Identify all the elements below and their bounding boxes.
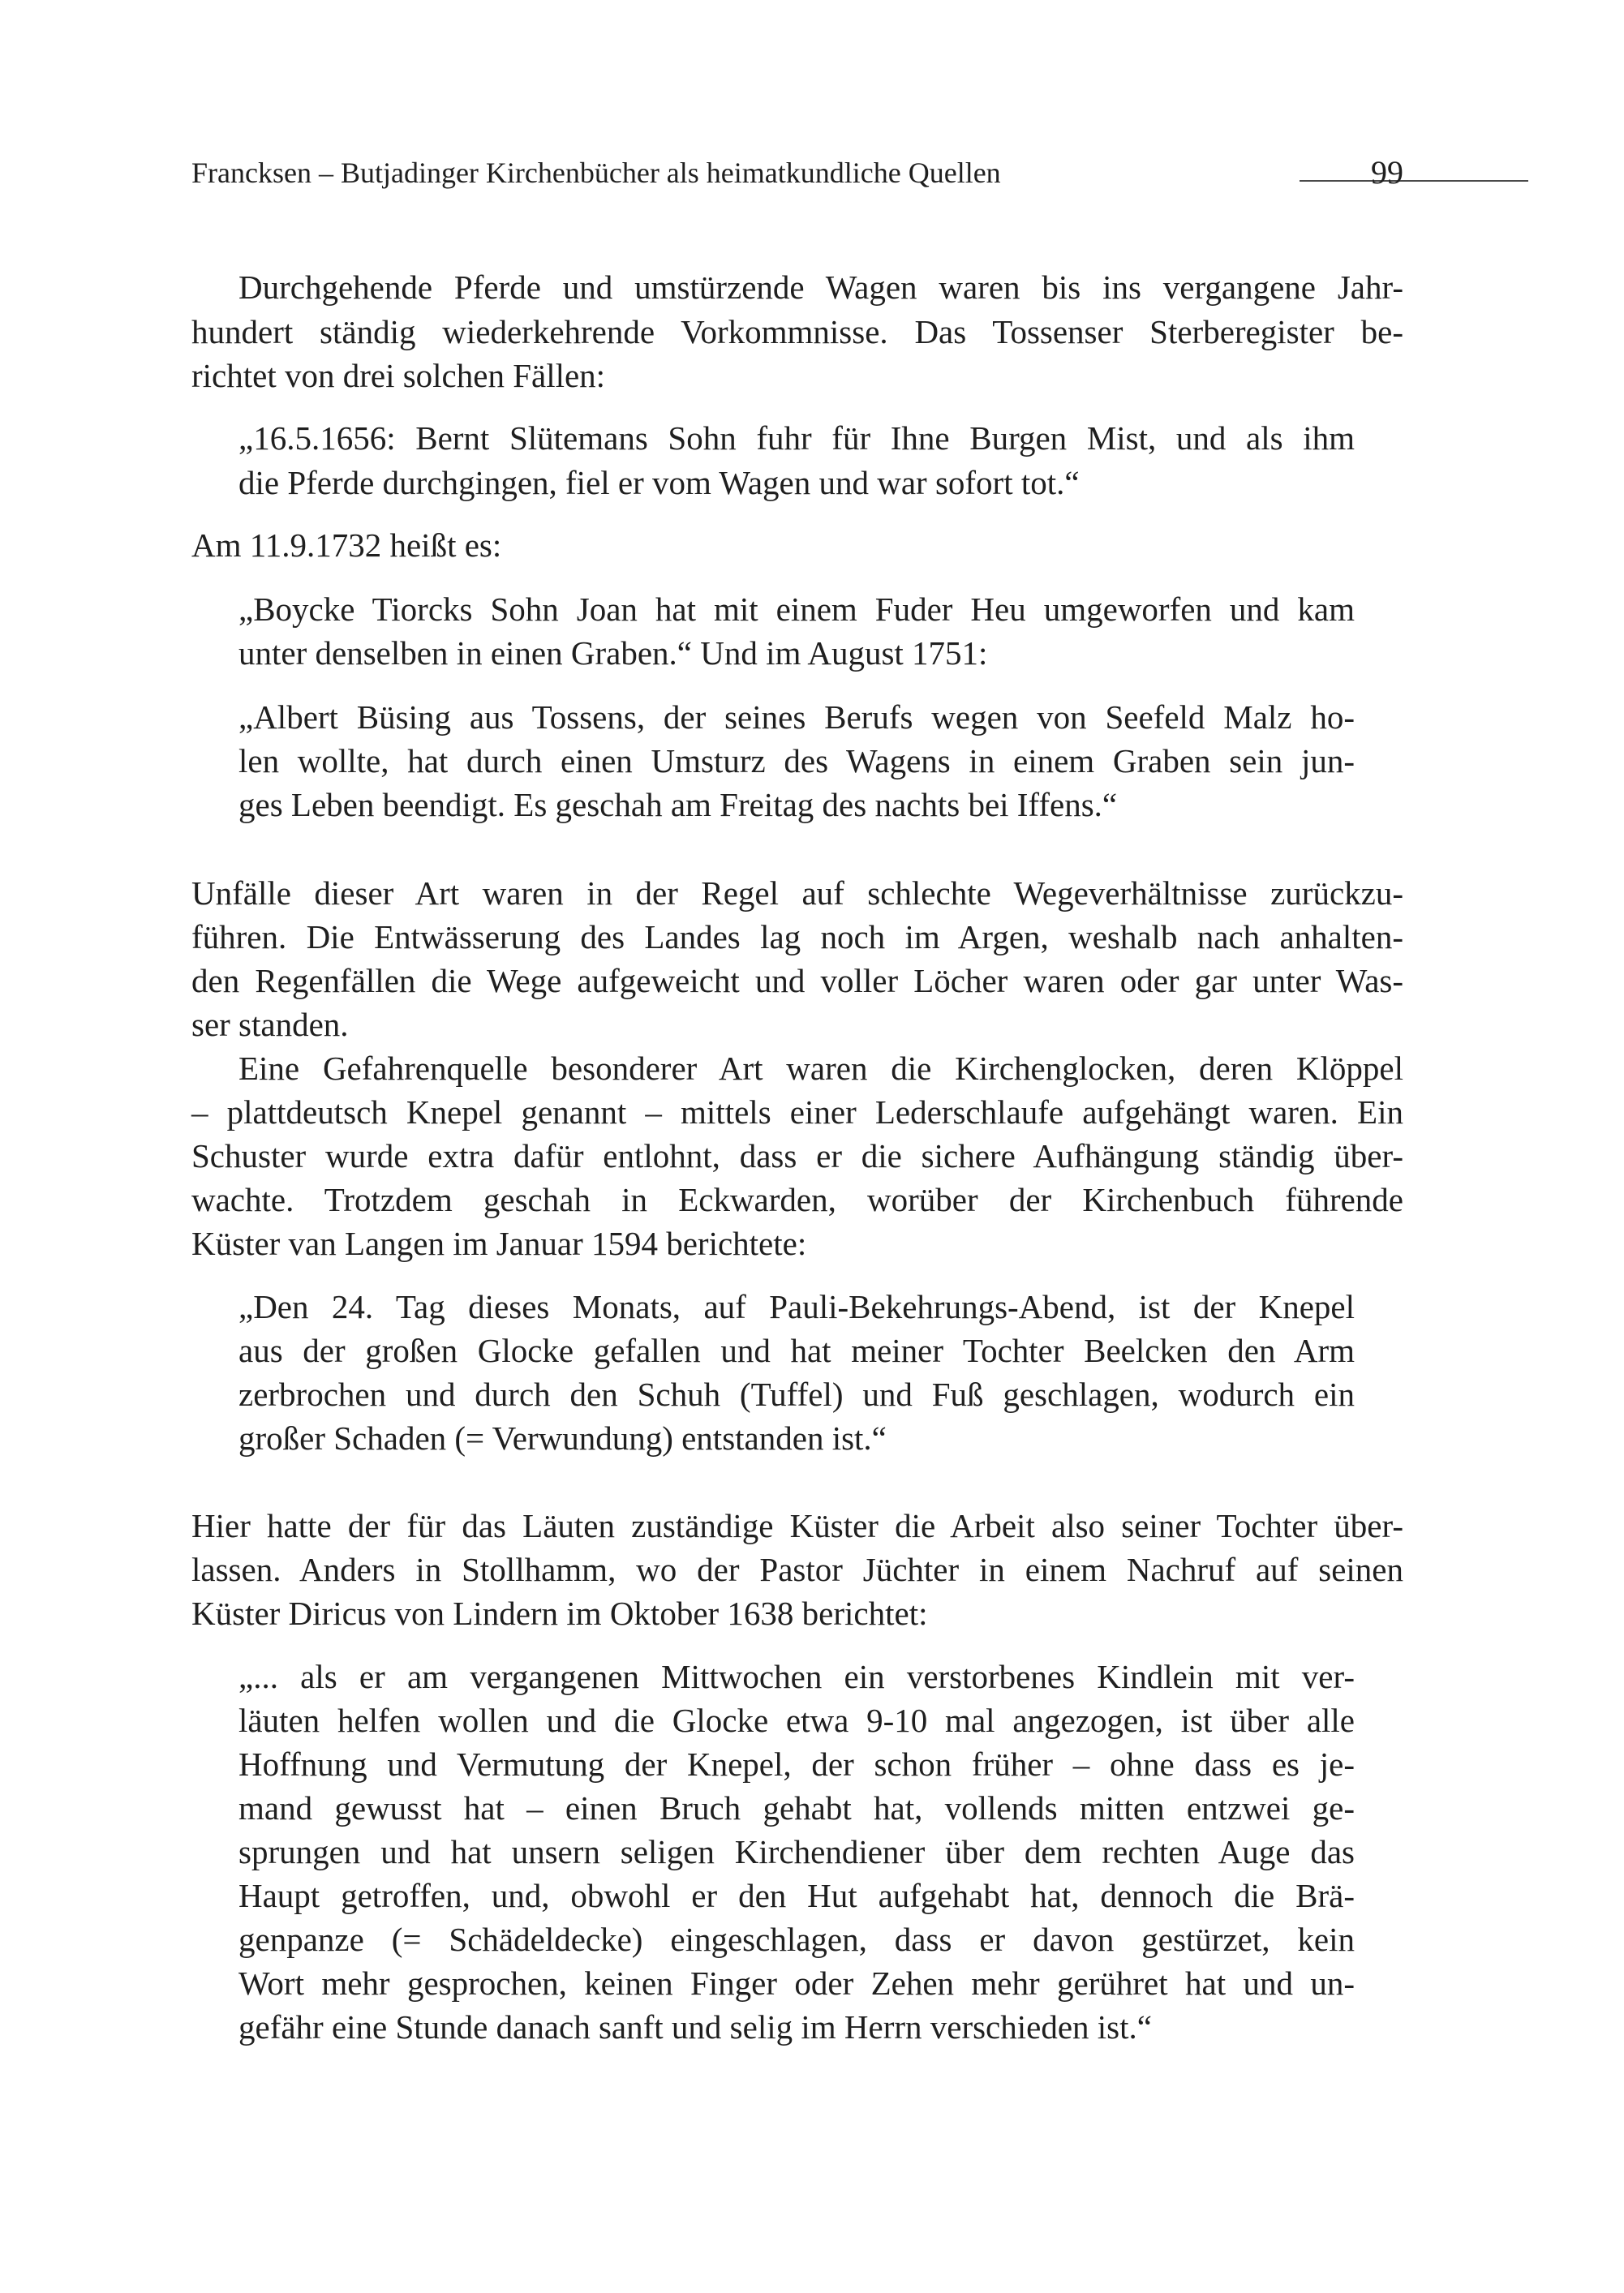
quote-line: ges Leben beendigt. Es geschah am Freitag des nachts bei Iffens.“	[238, 786, 1118, 823]
quote-line: mand gewusst hat – einen Bruch gehabt hat, vollends mitten entzwei ge-	[238, 1789, 1355, 1827]
quote-line: unter denselben in einen Graben.“ Und im August 1751:	[238, 634, 988, 672]
quote-line: zerbrochen und durch den Schuh (Tuffel) und Fuß geschlagen, wodurch ein	[238, 1376, 1355, 1413]
text-line: hundert ständig wiederkehrende Vorkommnisse. Das Tossenser Sterberegister be-	[191, 313, 1403, 350]
quote-line: großer Schaden (= Verwundung) entstanden ist.“	[238, 1419, 887, 1457]
text-line: Eine Gefahrenquelle besonderer Art waren die Kirchenglocken, deren Klöppel	[238, 1050, 1403, 1087]
text-line: Küster van Langen im Januar 1594 berichtete:	[191, 1225, 807, 1262]
text-line: – plattdeutsch Knepel genannt – mittels einer Lederschlaufe aufgehängt waren. Ein	[191, 1093, 1403, 1131]
running-header	[191, 152, 1403, 193]
quote-line: Haupt getroffen, und, obwohl er den Hut aufgehabt hat, dennoch die Brä-	[238, 1877, 1355, 1914]
running-title: Francksen – Butjadinger Kirchenbücher als heimatkundliche Quellen	[191, 157, 1001, 189]
text-line: führen. Die Entwässerung des Landes lag noch im Argen, weshalb nach anhalten-	[191, 918, 1403, 955]
text-line: Unfälle dieser Art waren in der Regel auf schlechte Wegeverhältnisse zurückzu-	[191, 874, 1403, 912]
quote-line: gefähr eine Stunde danach sanft und selig im Herrn verschieden ist.“	[238, 2008, 1152, 2046]
text-line: richtet von drei solchen Fällen:	[191, 357, 606, 394]
text-line: Durchgehende Pferde und umstürzende Wagen waren bis ins vergangene Jahr-	[238, 268, 1403, 306]
quote-line: sprungen und hat unsern seligen Kirchendiener über dem rechten Auge das	[238, 1833, 1355, 1870]
page-number: 99	[1371, 154, 1403, 191]
quote-line: läuten helfen wollen und die Glocke etwa 9-10 mal angezogen, ist über alle	[238, 1702, 1355, 1739]
quote-line: die Pferde durchgingen, fiel er vom Wagen und war sofort tot.“	[238, 464, 1080, 501]
text-line: den Regenfällen die Wege aufgeweicht und voller Löcher waren oder gar unter Was-	[191, 962, 1403, 999]
quote-line: Hoffnung und Vermutung der Knepel, der schon früher – ohne dass es je-	[238, 1746, 1355, 1783]
quote-line: „... als er am vergangenen Mittwochen ein verstorbenes Kindlein mit ver-	[238, 1658, 1355, 1695]
text-line: lassen. Anders in Stollhamm, wo der Pastor Jüchter in einem Nachruf auf seinen	[191, 1551, 1403, 1588]
quote-line: Wort mehr gesprochen, keinen Finger oder Zehen mehr gerühret hat und un-	[238, 1965, 1355, 2002]
quote-line: „Albert Büsing aus Tossens, der seines Berufs wegen von Seefeld Malz ho-	[238, 698, 1355, 736]
quote-line: len wollte, hat durch einen Umsturz des Wagens in einem Graben sein jun-	[238, 742, 1355, 779]
quote-line: „Den 24. Tag dieses Monats, auf Pauli-Bekehrungs-Abend, ist der Knepel	[238, 1288, 1355, 1325]
text-line: ser standen.	[191, 1006, 349, 1043]
text-line: Am 11.9.1732 heißt es:	[191, 526, 502, 564]
text-line: Küster Diricus von Lindern im Oktober 1638 berichtet:	[191, 1595, 928, 1632]
text-line: Hier hatte der für das Läuten zuständige Küster die Arbeit also seiner Tochter über-	[191, 1507, 1403, 1544]
quote-line: „Boycke Tiorcks Sohn Joan hat mit einem Fuder Heu umgeworfen und kam	[238, 590, 1355, 628]
text-line: Schuster wurde extra dafür entlohnt, dass er die sichere Aufhängung ständig über-	[191, 1137, 1403, 1174]
quote-line: aus der großen Glocke gefallen und hat meiner Tochter Beelcken den Arm	[238, 1332, 1355, 1369]
quote-line: „16.5.1656: Bernt Slütemans Sohn fuhr für Ihne Burgen Mist, und als ihm	[238, 419, 1355, 457]
header-rule	[1300, 180, 1528, 182]
quote-line: genpanze (= Schädeldecke) eingeschlagen, dass er davon gestürzet, kein	[238, 1921, 1355, 1958]
text-line: wachte. Trotzdem geschah in Eckwarden, worüber der Kirchenbuch führende	[191, 1181, 1403, 1218]
